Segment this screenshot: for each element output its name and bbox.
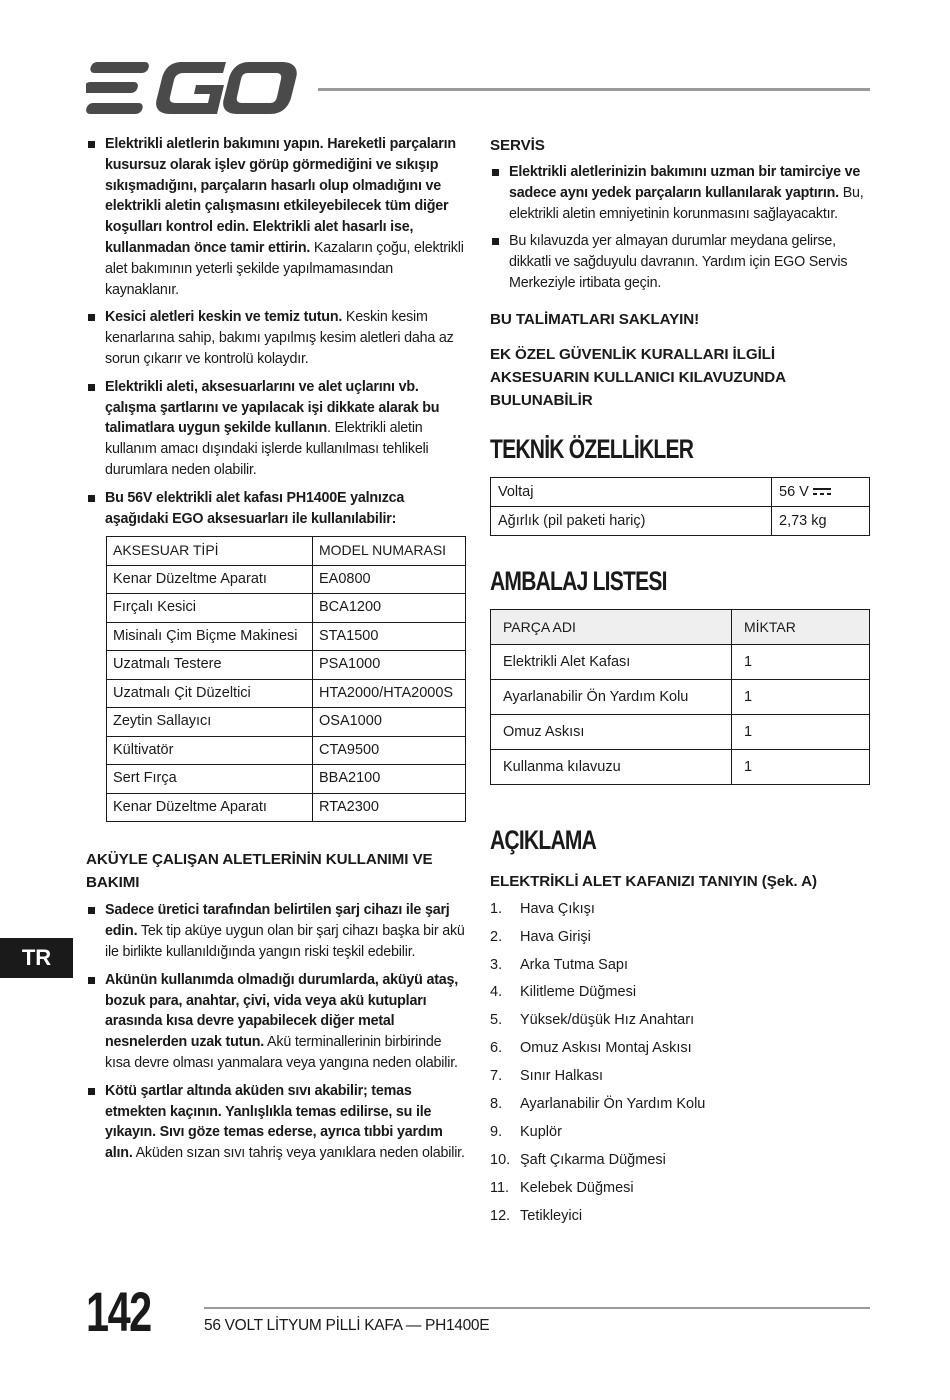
table-header-cell: MİKTAR (732, 609, 870, 644)
table-cell: STA1500 (313, 622, 466, 651)
list-item: Bu kılavuzda yer almayan durumlar meydana gelirse, dikkatli ve sağduyulu davranın. Yardım için EGO Servis Merkeziyle irtibata geçin. (490, 231, 870, 293)
table-header-row (491, 609, 870, 644)
table-cell: BBA2100 (313, 765, 466, 794)
footer-rule (204, 1307, 870, 1309)
table-row (491, 679, 870, 714)
table-header-cell: AKSESUAR TİPİ (107, 537, 313, 566)
list-item: Kesici aletleri keskin ve temiz tutun. Keskin kesim kenarlarına sahip, bakımı yapılmış kesim aletleri daha az sorun çıkarır ve kontrolü kolaydır. (86, 307, 466, 369)
table-cell: Ağırlık (pil paketi hariç) (491, 506, 772, 535)
save-instructions-heading: BU TALİMATLARI SAKLAYIN! (490, 310, 700, 328)
table-cell: Voltaj (491, 477, 772, 506)
table-cell: Ayarlanabilir Ön Yardım Kolu (491, 679, 732, 714)
table-row (107, 793, 466, 822)
maintenance-bullets (86, 134, 466, 529)
list-item: 1. Hava Çıkışı (490, 900, 595, 917)
list-item: 7. Sınır Halkası (490, 1068, 603, 1085)
list-item: 8. Ayarlanabilir Ön Yardım Kolu (490, 1096, 706, 1113)
list-item: 3. Arka Tutma Sapı (490, 956, 628, 973)
table-header-cell: MODEL NUMARASI (313, 537, 466, 566)
footer-text: 56 VOLT LİTYUM PİLLİ KAFA — PH1400E (204, 1317, 490, 1334)
table-cell: Fırçalı Kesici (107, 594, 313, 623)
table-cell: Uzatmalı Testere (107, 651, 313, 680)
know-your-tool-heading: ELEKTRİKLİ ALET KAFANIZI TANIYIN (Şek. A) (490, 872, 817, 890)
table-cell: 2,73 kg (772, 506, 870, 535)
table-cell: Omuz Askısı (491, 714, 732, 749)
list-item: 6. Omuz Askısı Montaj Askısı (490, 1040, 692, 1057)
table-row (491, 477, 870, 506)
table-row (107, 708, 466, 737)
left-column (86, 134, 466, 1171)
table-row (107, 651, 466, 680)
table-row (107, 736, 466, 765)
list-item: Elektrikli aletlerinizin bakımını uzman bir tamirciye ve sadece aynı yedek parçaların kullanılarak yaptırın. Bu, elektrikli aletin emniyetinin korunmasını sağlayacaktır. (490, 162, 870, 224)
description-heading: AÇIKLAMA (490, 824, 597, 855)
table-cell: Kültivatör (107, 736, 313, 765)
table-row (491, 506, 870, 535)
header-rule (318, 88, 870, 91)
table-row (107, 679, 466, 708)
table-cell: 1 (732, 644, 870, 679)
table-header-cell: PARÇA ADI (491, 609, 732, 644)
table-cell: 1 (732, 749, 870, 784)
list-item: Sadece üretici tarafından belirtilen şarj cihazı ile şarj edin. Tek tip aküye uygun olan bir şarj cihazı başka bir akü ile birlikte kullanıldığında yangın riski teşkil edebilir. (86, 900, 466, 962)
table-cell: Sert Fırça (107, 765, 313, 794)
table-cell: PSA1000 (313, 651, 466, 680)
parts-list (490, 896, 870, 1231)
table-cell: Kullanma kılavuzu (491, 749, 732, 784)
packing-list-heading: AMBALAJ LISTESI (490, 565, 667, 596)
battery-heading: AKÜYLE ÇALIŞAN ALETLERİNİN KULLANIMI VE BAKIMI (86, 851, 433, 892)
table-cell: HTA2000/HTA2000S (313, 679, 466, 708)
table-cell: 56 V (772, 477, 870, 506)
table-row (491, 644, 870, 679)
accessory-table (106, 536, 466, 822)
table-cell: Uzatmalı Çit Düzeltici (107, 679, 313, 708)
table-cell: CTA9500 (313, 736, 466, 765)
extra-rules-heading: EK ÖZEL GÜVENLİK KURALLARI İLGİLİ AKSESUARIN KULLANICI KILAVUZUNDA BULUNABİLİR (490, 345, 786, 409)
list-item: Kötü şartlar altında aküden sıvı akabilir; temas etmekten kaçının. Yanlışlıkla temas edilirse, su ile yıkayın. Sıvı göze temas ederse, ayrıca tıbbi yardım alın. Aküden sızan sıvı tahriş veya yanıklara neden olabilir. (86, 1081, 466, 1164)
list-item: Akünün kullanımda olmadığı durumlarda, aküyü ataş, bozuk para, anahtar, çivi, vida veya akü kutupları arasında kısa devre yapabilecek diğer metal nesnelerden uzak tutun. Akü terminallerinin birbirinde kısa devre olması yanmalara veya yangına neden olabilir. (86, 970, 466, 1074)
table-cell: Kenar Düzeltme Aparatı (107, 565, 313, 594)
specs-table (490, 477, 870, 536)
table-cell: 1 (732, 714, 870, 749)
ego-logo (86, 62, 298, 114)
table-cell: EA0800 (313, 565, 466, 594)
table-row (107, 594, 466, 623)
table-header-row (107, 537, 466, 566)
list-item: 4. Kilitleme Düğmesi (490, 984, 637, 1001)
table-cell: RTA2300 (313, 793, 466, 822)
service-heading: SERVİS (490, 137, 545, 154)
table-row (107, 565, 466, 594)
list-item: 11. Kelebek Düğmesi (490, 1179, 634, 1196)
table-row (491, 749, 870, 784)
right-column (490, 134, 870, 1230)
battery-bullets (86, 900, 466, 1164)
list-item: Elektrikli aleti, aksesuarlarını ve alet uçlarını vb. çalışma şartlarını ve yapılacak işi dikkate alarak bu talimatlara uygun şekilde kullanın. Elektrikli aletin kullanım amacı dışındaki işlerde kullanılması tehlikeli durumlara neden olabilir. (86, 377, 466, 481)
page-number: 142 (86, 1280, 151, 1343)
table-row (491, 714, 870, 749)
table-row (107, 622, 466, 651)
list-item: Elektrikli aletlerin bakımını yapın. Hareketli parçaların kusursuz olarak işlev görüp görmediğini ve sıkışıp sıkışmadığını, parçaların hasarlı olup olmadığını ve elektrikli aletin çalışmasını etkileyebilecek tüm diğer koşulları kontrol edin. Elektrikli alet hasarlı ise, kullanmadan önce tamir ettirin. Kazaların çoğu, elektrikli alet bakımının yeterli şekilde yapılmamasından kaynaklanır. (86, 134, 466, 300)
table-cell: 1 (732, 679, 870, 714)
list-item: 2. Hava Girişi (490, 928, 591, 945)
dc-voltage-icon (813, 487, 831, 497)
list-item: 12. Tetikleyici (490, 1207, 583, 1224)
table-cell: OSA1000 (313, 708, 466, 737)
list-item: 10. Şaft Çıkarma Düğmesi (490, 1151, 666, 1168)
list-item: Bu 56V elektrikli alet kafası PH1400E yalnızca aşağıdaki EGO aksesuarları ile kullanılabilir: (86, 488, 466, 530)
table-row (107, 765, 466, 794)
table-cell: Kenar Düzeltme Aparatı (107, 793, 313, 822)
table-cell: Zeytin Sallayıcı (107, 708, 313, 737)
list-item: 9. Kuplör (490, 1123, 562, 1140)
table-cell: BCA1200 (313, 594, 466, 623)
language-tab: TR (0, 938, 73, 978)
table-cell: Elektrikli Alet Kafası (491, 644, 732, 679)
table-cell: Misinalı Çim Biçme Makinesi (107, 622, 313, 651)
service-bullets (490, 162, 870, 294)
packing-table (490, 609, 870, 785)
specs-heading: TEKNİK ÖZELLİKLER (490, 433, 694, 464)
list-item: 5. Yüksek/düşük Hız Anahtarı (490, 1012, 695, 1029)
